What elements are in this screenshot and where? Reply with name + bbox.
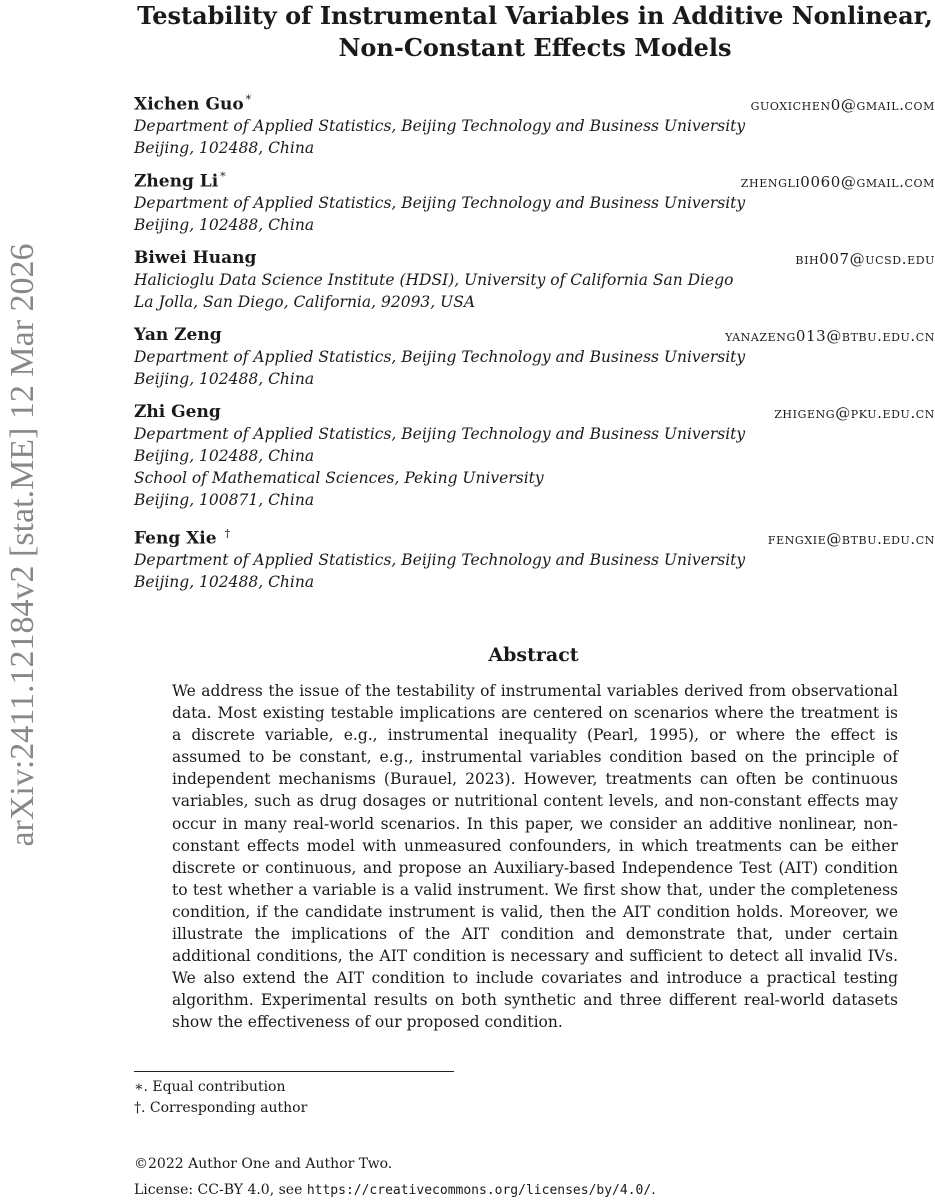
paper-title-line-1: Testability of Instrumental Variables in Additive Nonlinear, bbox=[137, 1, 933, 30]
arxiv-identifier-stamp bbox=[0, 200, 46, 890]
author-block bbox=[134, 527, 935, 593]
affiliation-line: Beijing, 102488, China bbox=[134, 139, 315, 157]
affiliation-line: School of Mathematical Sciences, Peking University bbox=[134, 469, 544, 487]
affiliation-line: Beijing, 102488, China bbox=[134, 573, 315, 591]
paper-title-line-2: Non-Constant Effects Models bbox=[338, 33, 732, 62]
affiliation-line: Beijing, 102488, China bbox=[134, 216, 315, 234]
author-block bbox=[134, 170, 935, 236]
affiliation-line: La Jolla, San Diego, California, 92093, USA bbox=[134, 293, 476, 311]
affiliation-line: Department of Applied Statistics, Beijing Technology and Business University bbox=[134, 425, 746, 443]
footnote-rule bbox=[134, 1071, 454, 1072]
author-email[interactable]: zhengli0060@gmail.com bbox=[740, 173, 935, 191]
author-name: Zhi Geng bbox=[134, 402, 221, 422]
paper-title bbox=[100, 0, 935, 64]
author-name: Yan Zeng bbox=[134, 325, 222, 345]
affiliation-line: Department of Applied Statistics, Beijing Technology and Business University bbox=[134, 551, 746, 569]
author-block bbox=[134, 247, 935, 313]
author-email[interactable]: guoxichen0@gmail.com bbox=[750, 96, 935, 114]
author-block bbox=[134, 324, 935, 390]
author-email[interactable]: fengxie@btbu.edu.cn bbox=[767, 530, 935, 548]
author-mark: * bbox=[245, 93, 252, 106]
affiliation-line: Department of Applied Statistics, Beijing Technology and Business University bbox=[134, 348, 746, 366]
affiliation-line: Beijing, 100871, China bbox=[134, 491, 315, 509]
license-prefix: License: CC-BY 4.0, see bbox=[134, 1182, 307, 1198]
author-email[interactable]: zhigeng@pku.edu.cn bbox=[774, 404, 935, 422]
affiliation-line: Halicioglu Data Science Institute (HDSI), University of California San Diego bbox=[134, 271, 734, 289]
arxiv-identifier-text: arXiv:2411.12184v2 [stat.ME] 12 Mar 2026 bbox=[4, 243, 41, 847]
author-name: Xichen Guo bbox=[134, 94, 244, 115]
author-name: Feng Xie bbox=[134, 528, 217, 549]
copyright-notice: ©2022 Author One and Author Two. bbox=[134, 1156, 393, 1172]
license-suffix: . bbox=[651, 1182, 656, 1198]
author-name: Biwei Huang bbox=[134, 248, 257, 268]
license-url-link[interactable]: https://creativecommons.org/licenses/by/4.0/ bbox=[306, 1183, 652, 1198]
author-block bbox=[134, 401, 935, 511]
author-name: Zheng Li bbox=[134, 171, 219, 192]
footnote-equal-contribution: ∗. Equal contribution bbox=[134, 1079, 286, 1095]
affiliation-line: Department of Applied Statistics, Beijing Technology and Business University bbox=[134, 194, 746, 212]
license-notice bbox=[134, 1182, 656, 1198]
affiliation-line: Department of Applied Statistics, Beijing Technology and Business University bbox=[134, 117, 746, 135]
author-mark: † bbox=[224, 527, 231, 540]
author-mark: * bbox=[220, 170, 226, 183]
abstract-heading: Abstract bbox=[488, 644, 579, 666]
affiliation-line: Beijing, 102488, China bbox=[134, 447, 315, 465]
affiliation-line: Beijing, 102488, China bbox=[134, 370, 315, 388]
author-email[interactable]: yanazeng013@btbu.edu.cn bbox=[725, 327, 935, 345]
author-block bbox=[134, 93, 935, 159]
abstract-text: We address the issue of the testability of instrumental variables derived from observational data. Most existing testable implications are centered on scenarios where the treatment is a discrete variable, e.g., instrumental inequality (Pearl, 1995), or where the effect is assumed to be constant, e.g., instrumental variables condition based on the principle of independent mechanisms (Burauel, 2023). However, treatments can often be continuous variables, such as drug dosages or nutritional content levels, and non-constant effects may occur in many real-world scenarios. In this paper, we consider an additive nonlinear, non-constant effects model with unmeasured confounders, in which treatments can be either discrete or continuous, and propose an Auxiliary-based Independence Test (AIT) condition to test whether a variable is a valid instrument. We first show that, under the completeness condition, if the candidate instrument is valid, then the AIT condition holds. Moreover, we illustrate the implications of the AIT condition and demonstrate that, under certain additional conditions, the AIT condition is necessary and sufficient to detect all invalid IVs. We also extend the AIT condition to include covariates and introduce a practical testing algorithm. Experimental results on both synthetic and three different real-world datasets show the effectiveness of our proposed condition. bbox=[172, 682, 898, 1032]
footnote-corresponding-author: †. Corresponding author bbox=[134, 1100, 308, 1116]
author-email[interactable]: bih007@ucsd.edu bbox=[795, 250, 935, 268]
